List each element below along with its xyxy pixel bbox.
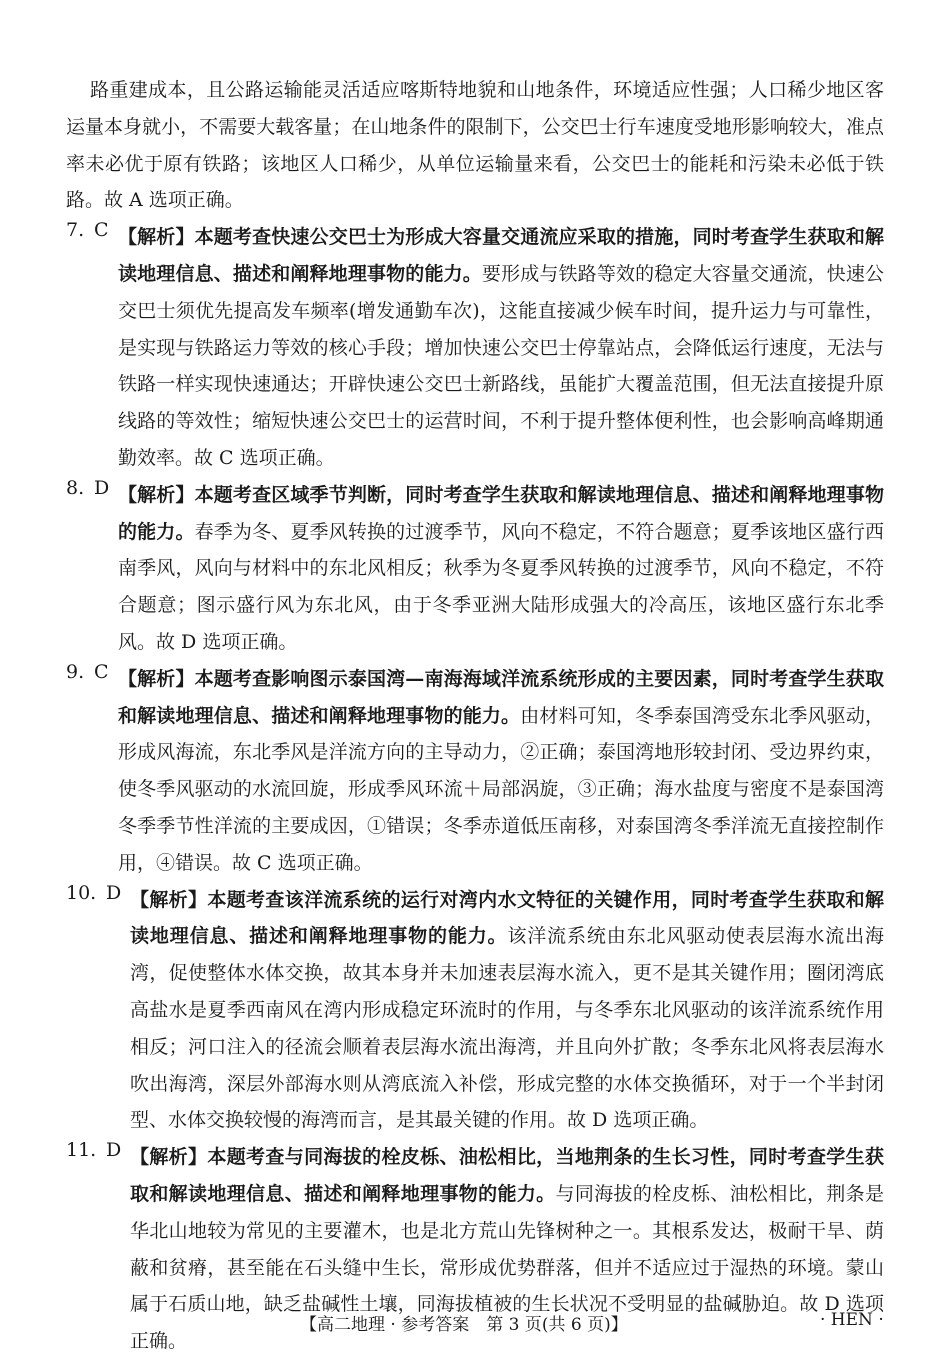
answer-item-10 xyxy=(66,882,884,1140)
item-explanation xyxy=(118,219,884,477)
analysis-tag: 【解析】 xyxy=(130,1146,208,1169)
analysis-tag: 【解析】 xyxy=(118,226,195,249)
answer-item-7 xyxy=(66,219,884,477)
analysis-tag: 【解析】 xyxy=(118,483,195,506)
explanation-text: 春季为冬、夏季风转换的过渡季节，风向不稳定，不符合题意；夏季该地区盛行西南季风，风向与材料中的东北风相反；秋季为冬夏季风转换的过渡季节，风向不稳定，不符合题意；图示盛行风为东北风，由于冬季亚洲大陆形成强大的冷高压，该地区盛行东北季风。故 D 选项正确。 xyxy=(118,520,884,653)
answer-item-8 xyxy=(66,477,884,661)
item-number: 11. xyxy=(66,1139,97,1162)
item-number: 9. xyxy=(66,660,85,683)
explanation-text: 由材料可知，冬季泰国湾受东北季风驱动，形成风海流，东北季风是洋流方向的主导动力，②正确；泰国湾地形较封闭、受边界约束，使冬季风驱动的水流回旋，形成季风环流＋局部涡旋，③正确；海水盐度与密度不是泰国湾冬季季节性洋流的主要成因，①错误；冬季赤道低压南移，对泰国湾冬季洋流无直接控制作用，④错误。故 C 选项正确。 xyxy=(118,704,884,874)
item-answer: D xyxy=(106,881,122,904)
intro-paragraph: 路重建成本，且公路运输能灵活适应喀斯特地貌和山地条件，环境适应性强；人口稀少地区客运量本身就小，不需要大载客量；在山地条件的限制下，公交巴士行车速度受地形影响较大，准点率未必优于原有铁路；该地区人口稀少，从单位运输量来看，公交巴士的能耗和污染未必低于铁路。故 A 选项正确。 xyxy=(66,79,884,212)
explanation-lead: 本题考查快速公交巴士为形成大容量交通流应采取的措施，同时考查学生获取和解读地理信息、描述和阐释地理事物的能力。 xyxy=(118,226,884,285)
answer-content xyxy=(66,72,884,1360)
footer-code: · HEN · xyxy=(820,1310,884,1330)
analysis-tag: 【解析】 xyxy=(118,667,195,690)
item-explanation xyxy=(130,882,884,1140)
page-footer xyxy=(0,1310,950,1344)
item-number: 8. xyxy=(66,476,85,499)
explanation-lead: 本题考查区域季节判断，同时考查学生获取和解读地理信息、描述和阐释地理事物的能力。 xyxy=(118,483,884,543)
item-explanation xyxy=(118,477,884,661)
item-number: 7. xyxy=(66,219,85,242)
item-answer: C xyxy=(94,660,109,683)
answer-item-9 xyxy=(66,661,884,882)
item-number: 10. xyxy=(66,881,97,904)
explanation-lead: 本题考查该洋流系统的运行对湾内水文特征的关键作用，同时考查学生获取和解读地理信息、描述和阐释地理事物的能力。 xyxy=(130,888,884,948)
analysis-tag: 【解析】 xyxy=(130,888,208,911)
explanation-text: 与同海拔的栓皮栎、油松相比，荆条是华北山地较为常见的主要灌木，也是北方荒山先锋树种之一。其根系发达，极耐干旱、荫蔽和贫瘠，甚至能在石头缝中生长，常形成优势群落，但并不适应过于湿热的环境。蒙山属于石质山地，缺乏盐碱性土壤，同海拔植被的生长状况不受明显的盐碱胁迫。故 D 选项正确。 xyxy=(130,1182,884,1353)
explanation-text: 要形成与铁路等效的稳定大容量交通流，快速公交巴士须优先提高发车频率(增发通勤车次)，这能直接减少候车时间，提升运力与可靠性，是实现与铁路运力等效的核心手段；增加快速公交巴士停靠站点，会降低运行速度，无法与铁路一样实现快速通达；开辟快速公交巴士新路线，虽能扩大覆盖范围，但无法直接提升原线路的等效性；缩短快速公交巴士的运营时间，不利于提升整体便利性，也会影响高峰期通勤效率。故 C 选项正确。 xyxy=(118,262,884,469)
item-answer: D xyxy=(94,476,110,499)
item-explanation xyxy=(118,661,884,882)
footer-page-info: 【高二地理 · 参考答案 第 3 页(共 6 页)】 xyxy=(300,1315,628,1335)
item-answer: D xyxy=(106,1139,122,1162)
explanation-text: 该洋流系统由东北风驱动使表层海水流出海湾，促使整体水体交换，故其本身并未加速表层海水流入，更不是其关键作用；圈闭湾底高盐水是夏季西南风在湾内形成稳定环流时的作用，与冬季东北风驱动的该洋流系统作用相反；河口注入的径流会顺着表层海水流出海湾，并且向外扩散；冬季东北风将表层海水吹出海湾，深层外部海水则从湾底流入补偿，形成完整的水体交换循环，对于一个半封闭型、水体交换较慢的海湾而言，是其最关键的作用。故 D 选项正确。 xyxy=(130,925,884,1132)
item-answer: C xyxy=(94,219,109,242)
explanation-lead: 本题考查影响图示泰国湾—南海海域洋流系统形成的主要因素，同时考查学生获取和解读地理信息、描述和阐释地理事物的能力。 xyxy=(118,667,884,727)
explanation-lead: 本题考查与同海拔的栓皮栎、油松相比，当地荆条的生长习性，同时考查学生获取和解读地理信息、描述和阐释地理事物的能力。 xyxy=(130,1146,884,1205)
